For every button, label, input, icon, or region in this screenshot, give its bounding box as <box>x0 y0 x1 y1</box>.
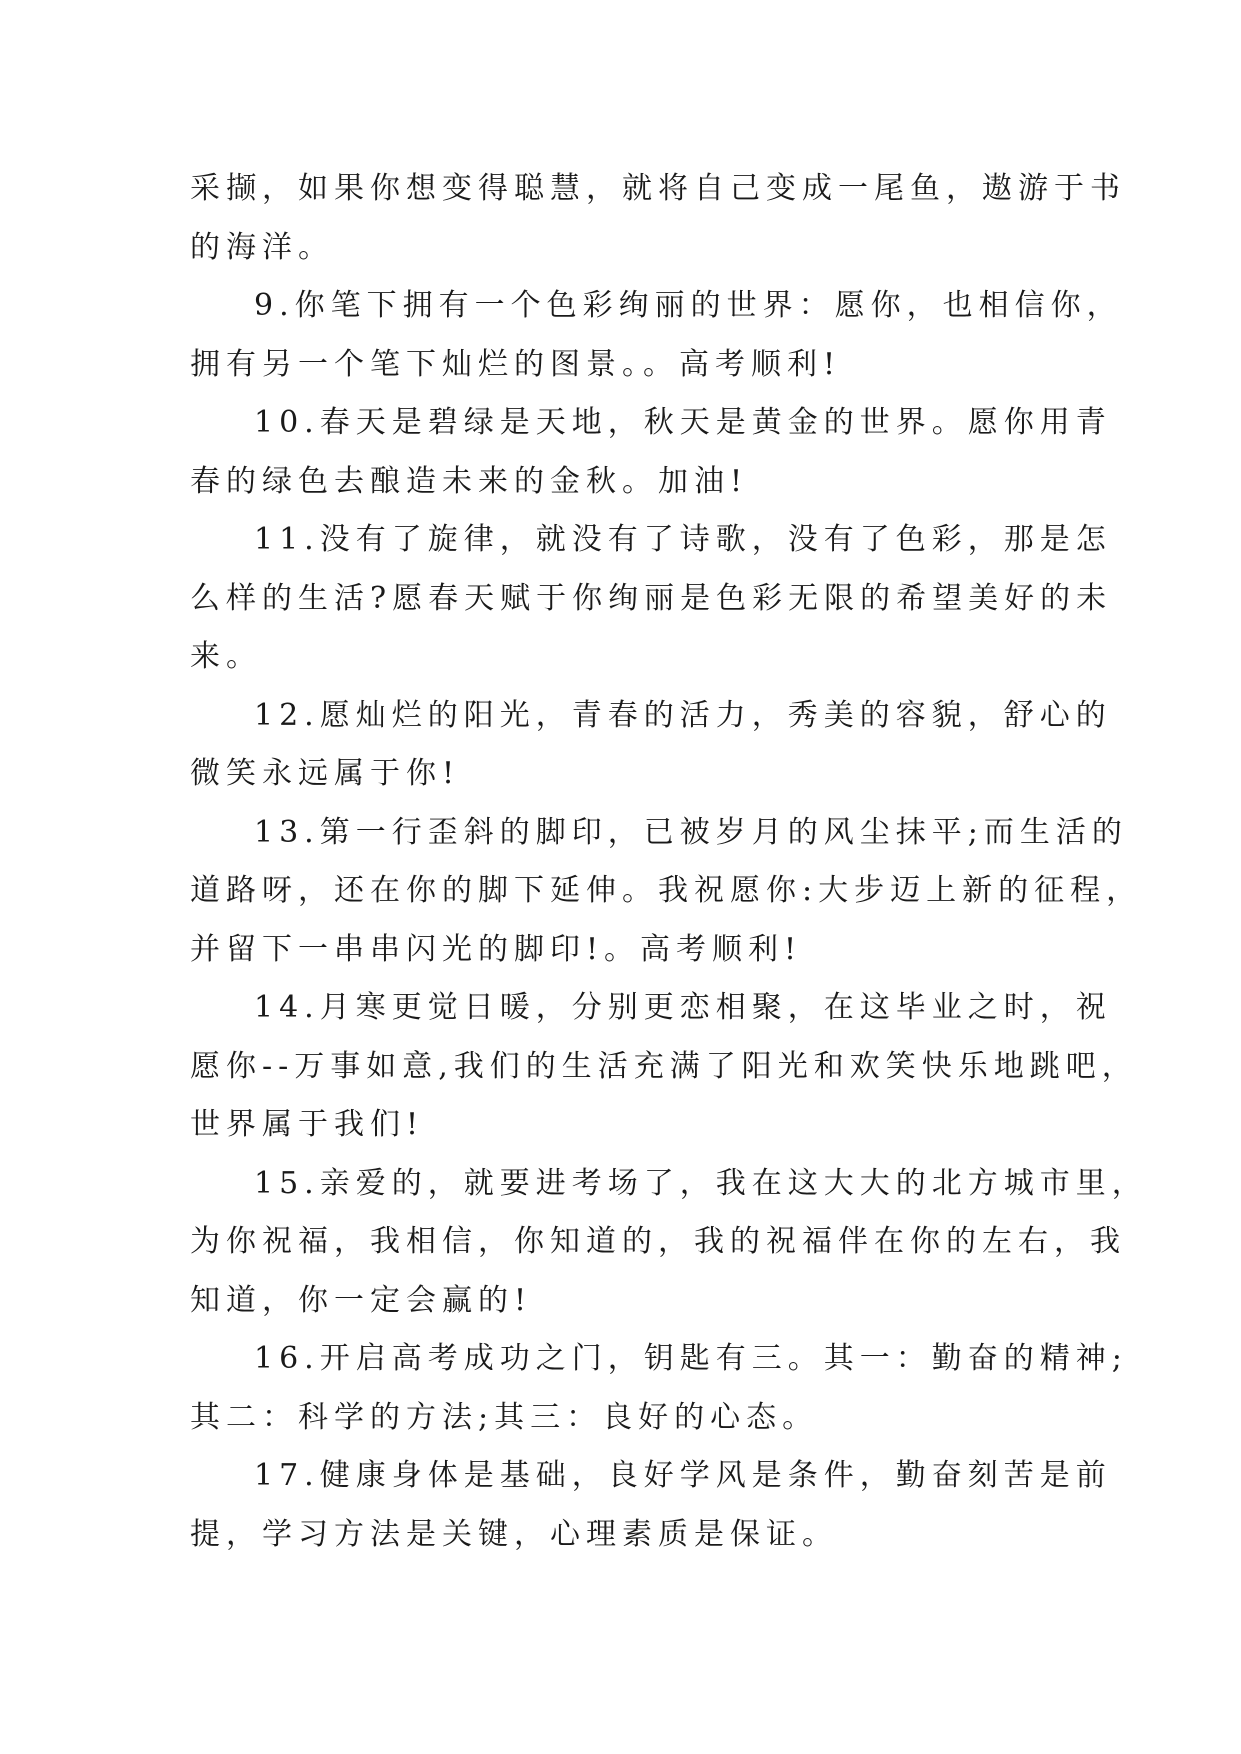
text-line: 来。 <box>190 639 262 674</box>
text-line: 微笑永远属于你! <box>190 756 461 791</box>
text-line: 世界属于我们! <box>190 1107 425 1142</box>
text-line: 采撷，如果你想变得聪慧，就将自己变成一尾鱼，遨游于书 <box>190 171 1126 206</box>
paragraph <box>190 277 1123 394</box>
text-line: 愿你--万事如意,我们的生活充满了阳光和欢笑快乐地跳吧， <box>190 1048 1138 1084</box>
text-line: 么样的生活?愿春天赋于你绚丽是色彩无限的希望美好的未 <box>190 580 1113 616</box>
text-line: 知道，你一定会赢的! <box>190 1282 533 1318</box>
paragraph <box>190 394 1112 511</box>
paragraph <box>190 687 1112 804</box>
text-line: 15.亲爱的，就要进考场了，我在这大大的北方城市里， <box>254 1165 1148 1201</box>
text-line: 为你祝福，我相信，你知道的，我的祝福伴在你的左右，我 <box>190 1224 1126 1259</box>
text-line: 9.你笔下拥有一个色彩绚丽的世界：愿你，也相信你， <box>254 288 1123 323</box>
text-line: 春的绿色去酿造未来的金秋。加油! <box>190 463 749 499</box>
text-line: 道路呀，还在你的脚下延伸。我祝愿你:大步迈上新的征程， <box>190 873 1143 908</box>
text-line: 拥有另一个笔下灿烂的图景。。高考顺利! <box>190 346 842 382</box>
text-line: 其二：科学的方法;其三：良好的心态。 <box>190 1399 819 1435</box>
text-line: 并留下一串串闪光的脚印!。高考顺利! <box>190 931 803 967</box>
text-line: 13.第一行歪斜的脚印，已被岁月的风尘抹平;而生活的 <box>254 814 1128 850</box>
text-line: 12.愿灿烂的阳光，青春的活力，秀美的容貌，舒心的 <box>254 697 1112 733</box>
text-line: 16.开启高考成功之门，钥匙有三。其一：勤奋的精神; <box>254 1341 1128 1376</box>
text-line: 10.春天是碧绿是天地，秋天是黄金的世界。愿你用青 <box>254 405 1112 440</box>
text-line: 提，学习方法是关键，心理素质是保证。 <box>190 1516 838 1552</box>
text-line: 14.月寒更觉日暖，分别更恋相聚，在这毕业之时，祝 <box>254 990 1112 1025</box>
paragraph <box>190 160 1126 277</box>
paragraph <box>190 1447 1112 1564</box>
text-line: 的海洋。 <box>190 229 334 265</box>
document-body <box>190 160 1148 1564</box>
paragraph <box>190 511 1113 687</box>
text-line: 17.健康身体是基础，良好学风是条件，勤奋刻苦是前 <box>254 1458 1112 1493</box>
paragraph <box>190 979 1138 1155</box>
paragraph <box>190 1330 1128 1447</box>
text-line: 11.没有了旋律，就没有了诗歌，没有了色彩，那是怎 <box>254 522 1112 557</box>
paragraph <box>190 804 1143 980</box>
paragraph <box>190 1155 1148 1331</box>
